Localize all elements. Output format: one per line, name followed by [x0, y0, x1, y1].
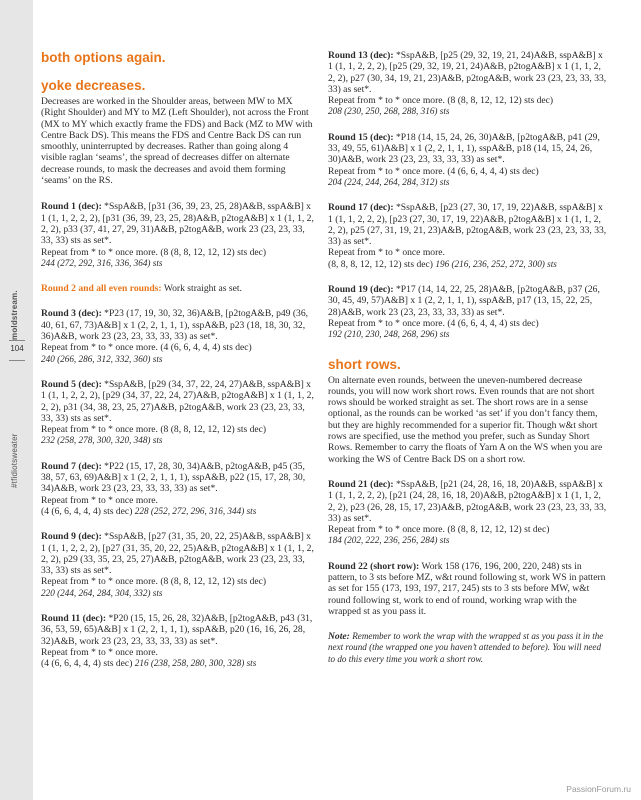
sidebar-brand: moldstream.	[10, 290, 19, 340]
round-2	[41, 283, 316, 294]
round-9-repeat: Repeat from * to * once more. (8 (8, 8, 12, 12, 12) sts dec)	[41, 576, 267, 588]
round-5-title: Round 5 (dec):	[41, 378, 102, 390]
round-11-body: *P20 (15, 15, 26, 28, 32)A&B, [p2togA&B, p43 (31, 36, 53, 59, 65)A&B] x 1 (2, 2, 1, 1, 1), sspA&B, p20 (16, 16, 26, 28, 32)A&B, work 23 (23, 23, 33, 33, 33) as set*.	[41, 612, 313, 647]
round-17-body: *SspA&B, [p23 (27, 30, 17, 19, 22)A&B, sspA&B] x 1 (1, 1, 2, 2, 2), [p23 (27, 30, 17, 19, 22)A&B, p2togA&B] x 1 (1, 1, 2, 2, 2), p25 (27, 31, 19, 21, 23)A&B, p2togA&B, work 23 (23, 23, 33, 33, 33) as set*.	[328, 202, 607, 248]
round-7-dec: (4 (6, 6, 4, 4, 4) sts dec)	[41, 505, 133, 517]
round-1	[41, 201, 316, 269]
round-9-body: *SspA&B, [p27 (31, 35, 20, 22, 25)A&B, sspA&B] x 1 (1, 1, 2, 2, 2), [p27 (31, 35, 20, 22, 25)A&B, p2togA&B] x 1 (1, 1, 2, 2, 2), p29 (33, 35, 23, 25, 27)A&B, p2togA&B, work 23 (23, 23, 33, 33, 33) sts as set*.	[41, 531, 314, 577]
round-13-count: 208 (230, 250, 268, 288, 316) sts	[328, 106, 450, 117]
round-17	[328, 202, 608, 270]
round-19	[328, 284, 608, 340]
round-5-body: *SspA&B, [p29 (34, 37, 22, 24, 27)A&B, sspA&B] x 1 (1, 1, 2, 2, 2), [p29 (34, 37, 22, 24, 27)A&B, p2togA&B] x 1 (1, 1, 2, 2, 2), p31 (34, 38, 23, 25, 27)A&B, p2togA&B, work 23 (23, 23, 33, 33, 33) sts as set*.	[41, 378, 314, 424]
page-number: 104	[10, 344, 24, 353]
right-column	[328, 50, 608, 665]
round-22-title: Round 22 (short row):	[328, 560, 420, 572]
round-19-body: *P17 (14, 14, 22, 25, 28)A&B, [p2togA&B, p37 (26, 30, 45, 49, 57)A&B] x 1 (2, 2, 1, 1, 1), sspA&B, p17 (13, 15, 22, 25, 28)A&B, work 23 (23, 23, 33, 33, 33) as set*.	[328, 284, 600, 318]
short-row-note	[328, 631, 608, 665]
round-11-dec: (4 (6, 6, 4, 4, 4) sts dec)	[41, 658, 133, 670]
round-9-title: Round 9 (dec):	[41, 531, 102, 543]
note-text: Remember to work the wrap with the wrapped st as you pass it in the next round (the wrapped one you haven’t attended to before). You will need to do this every time you work a short row.	[328, 631, 604, 664]
round-7-title: Round 7 (dec):	[41, 460, 102, 472]
yoke-intro: Decreases are worked in the Shoulder areas, between MW to MX (Right Shoulder) and MY to MZ (Left Shoulder), not across the Front (MX to MY which exactly frame the FDS) and Back (MZ to MW with Centre Back DS). This means the FDS and Centre Back DS can run smoothly, uninterrupted by decreases. Rather than going along 4 visible raglan ‘seams’, the spread of decreases differ on alternate decrease rounds, to mask the decreases and avoid them forming ‘seams’ on the RS.	[41, 96, 313, 187]
round-1-repeat: Repeat from * to * once more. (8 (8, 8, 12, 12, 12) sts dec)	[41, 246, 267, 258]
round-19-repeat: Repeat from * to * once more. (4 (6, 6, 4, 4, 4) sts dec)	[328, 317, 539, 329]
round-3-title: Round 3 (dec):	[41, 308, 102, 320]
round-3-repeat: Repeat from * to * once more. (4 (6, 6, 4, 4, 4) sts dec)	[41, 342, 252, 354]
round-3-body: *P23 (17, 19, 30, 32, 36)A&B, [p2togA&B, p49 (36, 40, 61, 67, 73)A&B] x 1 (2, 2, 1, 1, 1), sspA&B, p23 (18, 18, 30, 32, 36)A&B, work 23 (23, 23, 33, 33, 33) as set*.	[41, 308, 309, 343]
sidebar-rule-bottom	[9, 360, 25, 361]
round-5	[41, 379, 316, 447]
round-13-body: *SspA&B, [p25 (29, 32, 19, 21, 24)A&B, sspA&B] x 1 (1, 1, 2, 2, 2), [p25 (29, 32, 19, 21, 24)A&B, p2togA&B] x 1 (1, 1, 2, 2, 2), p27 (30, 34, 19, 21, 23)A&B, p2togA&B, work 23 (23, 23, 33, 33, 33) as set*.	[328, 50, 607, 95]
round-15-repeat: Repeat from * to * once more. (4 (6, 6, 4, 4, 4) sts dec)	[328, 165, 539, 177]
round-7-count: 228 (252, 272, 296, 316, 344) sts	[134, 505, 257, 516]
round-13-repeat: Repeat from * to * once more. (8 (8, 8, 12, 12, 12) sts dec)	[328, 95, 554, 107]
round-9-count: 220 (244, 264, 284, 304, 332) sts	[41, 587, 163, 598]
heading-short-rows: short rows.	[328, 356, 401, 372]
round-13-title: Round 13 (dec):	[328, 50, 394, 61]
round-15	[328, 132, 608, 188]
heading-both-options: both options again.	[41, 50, 166, 65]
round-2-title: Round 2 and all even rounds:	[41, 283, 162, 295]
sidebar-rule-top	[9, 340, 25, 341]
short-rows-intro: On alternate even rounds, between the uneven-numbered decrease rounds, you will now work short rows. Even rounds that are not short rows should be worked straight as set. The short rows are in a sense optional, as the rounds can be worked ‘as set’ if you don’t fancy them, but they are highly recommended for a superior fit. Though w&t short rows are specified, use the method you prefer, such as Sunday Short Rows. Remember to carry the floats of Yarn A on the WS when you are working the WS of Centre Back DS on a short row.	[328, 374, 603, 465]
round-21-repeat: Repeat from * to * once more. (8 (8, 8, 12, 12, 12) st dec)	[328, 524, 550, 536]
round-7-repeat: Repeat from * to * once more.	[41, 494, 158, 506]
round-3	[41, 308, 316, 364]
sidebar-hashtag: #tfidiotsweater	[10, 433, 19, 488]
round-21-title: Round 21 (dec):	[328, 478, 394, 490]
round-21	[328, 479, 608, 547]
left-column	[41, 50, 316, 669]
round-17-count: 196 (216, 236, 252, 272, 300) sts	[435, 258, 557, 269]
round-1-body: *SspA&B, [p31 (36, 39, 23, 25, 28)A&B, sspA&B] x 1 (1, 1, 2, 2, 2), [p31 (36, 39, 23, 25, 28)A&B, p2togA&B] x 1 (1, 1, 2, 2, 2), p33 (37, 41, 27, 29, 31)A&B, p2togA&B, work 23 (23, 23, 33, 33, 33) sts as set*.	[41, 201, 314, 247]
heading-yoke-decreases: yoke decreases.	[41, 78, 146, 93]
round-1-count: 244 (272, 292, 316, 336, 364) sts	[41, 257, 163, 268]
round-17-dec: (8, 8, 8, 12, 12, 12) sts dec)	[328, 258, 433, 270]
round-5-count: 232 (258, 278, 300, 320, 348) sts	[41, 435, 163, 446]
round-17-repeat: Repeat from * to * once more.	[328, 247, 445, 259]
round-19-title: Round 19 (dec):	[328, 284, 394, 296]
round-11	[41, 613, 316, 669]
round-15-title: Round 15 (dec):	[328, 131, 394, 143]
round-5-repeat: Repeat from * to * once more. (8 (8, 8, 12, 12, 12) sts dec)	[41, 424, 267, 436]
round-3-count: 240 (266, 286, 312, 332, 360) sts	[41, 353, 163, 364]
round-21-body: *SspA&B, [p21 (24, 28, 16, 18, 20)A&B, sspA&B] x 1 (1, 1, 2, 2, 2), [p21 (24, 28, 16, 18, 20)A&B, p2togA&B] x 1 (1, 1, 2, 2, 2), p23 (26, 28, 15, 17, 23)A&B, p2togA&B, work 23 (23, 23, 33, 33, 33) as set*.	[328, 478, 607, 524]
round-2-body: Work straight as set.	[163, 283, 242, 295]
page-sidebar	[0, 0, 33, 800]
round-22	[328, 561, 608, 617]
round-9	[41, 531, 316, 599]
round-11-title: Round 11 (dec):	[41, 612, 107, 624]
round-19-count: 192 (210, 230, 248, 268, 296) sts	[328, 329, 450, 340]
round-22-body: Work 158 (176, 196, 200, 220, 248) sts in pattern, to 3 sts before MZ, w&t round following st, work WS in pattern as set for 155 (173, 193, 197, 217, 245) sts to 3 sts before MW, w&t round following st, work to end of round, working wrap with the wrapped st as you pass it.	[328, 560, 606, 617]
round-11-count: 216 (238, 258, 280, 300, 328) sts	[134, 658, 257, 669]
site-watermark: PassionForum.ru	[566, 784, 631, 794]
round-13	[328, 50, 608, 118]
round-1-title: Round 1 (dec):	[41, 201, 102, 213]
round-17-title: Round 17 (dec):	[328, 202, 394, 214]
note-label: Note:	[328, 631, 350, 643]
round-7	[41, 461, 316, 517]
round-11-repeat: Repeat from * to * once more.	[41, 646, 158, 658]
round-21-count: 184 (202, 222, 236, 256, 284) sts	[328, 535, 450, 546]
round-15-body: *P18 (14, 15, 24, 26, 30)A&B, [p2togA&B, p41 (29, 33, 49, 55, 61)A&B] x 1 (2, 2, 1, 1, 1), sspA&B, p18 (14, 15, 24, 26, 30)A&B, work 23 (23, 23, 33, 33, 33) as set*.	[328, 131, 600, 166]
round-15-count: 204 (224, 244, 264, 284, 312) sts	[328, 176, 450, 187]
round-7-body: *P22 (15, 17, 28, 30, 34)A&B, p2togA&B, p45 (35, 38, 57, 63, 69)A&B] x 1 (2, 2, 1, 1, 1), sspA&B, p22 (15, 17, 28, 30, 34)A&B, work 23 (23, 23, 33, 33, 33) as set*.	[41, 460, 306, 495]
